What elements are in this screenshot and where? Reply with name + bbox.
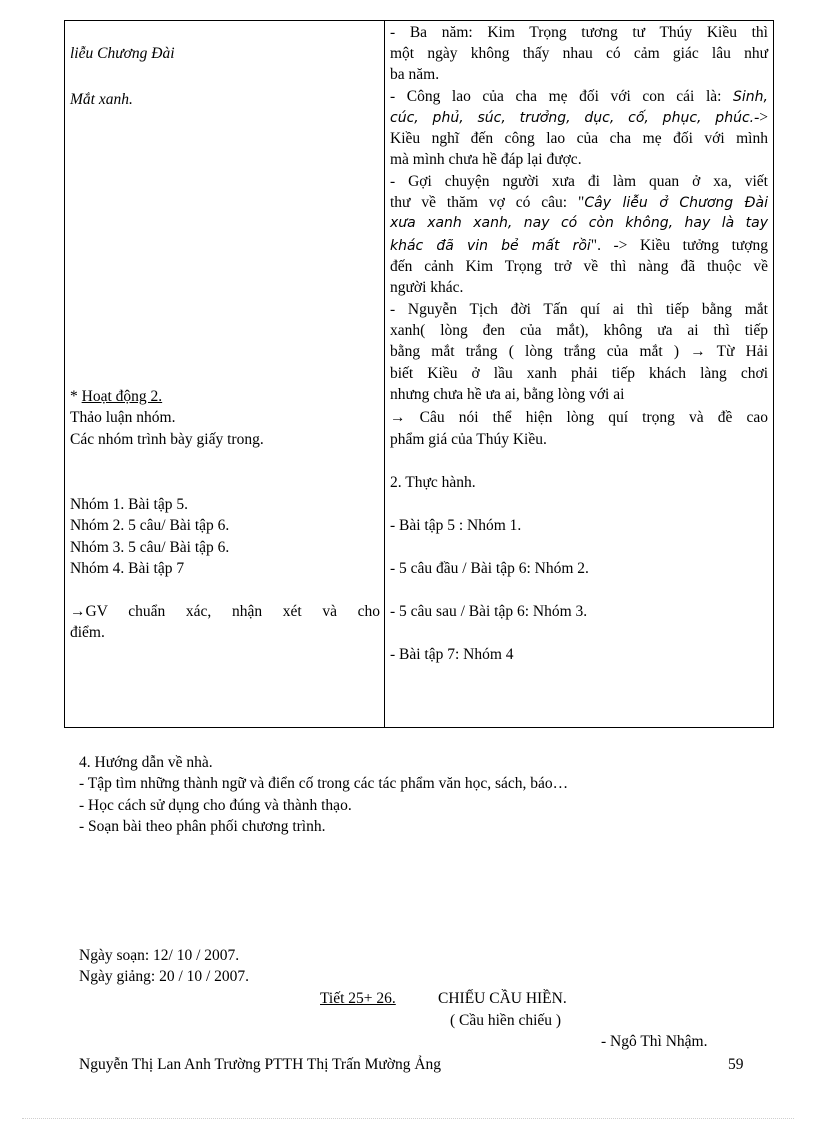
left-line-5: Các nhóm trình bày giấy trong. [70, 431, 264, 448]
right-line-11: khác đã vin bẻ mất rồi". -> Kiều tưởng tượng [390, 237, 768, 254]
page-edge-rule [22, 1118, 794, 1119]
homework-line-2: - Học cách sử dụng cho đúng và thành thạo. [79, 797, 352, 814]
page-number: 59 [728, 1056, 744, 1073]
left-line-9: Nhóm 4. Bài tập 7 [70, 560, 185, 577]
prep-date: Ngày soạn: 12/ 10 / 2007. [79, 947, 240, 964]
footer-teacher: Nguyễn Thị Lan Anh Trường PTTH Thị Trấn Mường Ảng [79, 1056, 442, 1073]
right-line-4: - Công lao của cha mẹ đối với con cái là: Sinh, [390, 88, 769, 105]
period-label: Tiết 25+ 26. [320, 990, 396, 1007]
activity-heading: * Hoạt động 2. [70, 388, 163, 405]
left-line-2: Mắt xanh. [70, 91, 133, 108]
right-line-19: → Câu nói thể hiện lòng quí trọng và đề cao [390, 409, 768, 426]
right-line-24: - 5 câu sau / Bài tập 6: Nhóm 3. [390, 603, 588, 620]
left-line-1: liễu Chương Đài [70, 45, 175, 62]
homework-line-1: - Tập tìm những thành ngữ và điển cố trong các tác phẩm văn học, sách, báo… [79, 775, 569, 792]
right-line-15: xanh( lòng đen của mắt), không ưa ai thì tiếp [390, 322, 768, 339]
lesson-author: - Ngô Thì Nhậm. [601, 1033, 708, 1050]
left-line-10: →GV chuẩn xác, nhận xét và cho [70, 603, 380, 620]
left-line-4: Thảo luận nhóm. [70, 409, 176, 426]
lesson-table [64, 20, 774, 728]
right-line-20: phẩm giá của Thúy Kiều. [390, 431, 547, 448]
left-line-11: điểm. [70, 624, 105, 641]
homework-heading: 4. Hướng dẫn về nhà. [79, 754, 213, 771]
right-line-16: bằng mắt trắng ( lòng trắng của mắt ) → Từ Hải [390, 343, 768, 360]
right-line-2: một ngày không thấy nhau có cảm giác lâu như [390, 45, 768, 62]
right-line-7: mà mình chưa hề đáp lại được. [390, 151, 582, 168]
column-divider [384, 21, 385, 727]
right-line-17: biết Kiều ở lầu xanh phải tiếp khách làng chơi [390, 365, 768, 382]
left-line-7: Nhóm 2. 5 câu/ Bài tập 6. [70, 517, 230, 534]
right-line-5: cúc, phủ, súc, trưởng, dục, cố, phục, phúc.-> [390, 109, 768, 126]
lesson-subtitle: ( Cầu hiền chiếu ) [450, 1012, 562, 1029]
homework-line-3: - Soạn bài theo phân phối chương trình. [79, 818, 326, 835]
right-line-13: người khác. [390, 279, 464, 296]
practice-heading: 2. Thực hành. [390, 474, 476, 491]
right-line-6: Kiều nghĩ đến công lao của cha mẹ đối với mình [390, 130, 768, 147]
right-line-9: thư về thăm vợ có câu: "Cây liễu ở Chương Đài [390, 194, 768, 211]
right-line-22: - Bài tập 5 : Nhóm 1. [390, 517, 522, 534]
right-line-25: - Bài tập 7: Nhóm 4 [390, 646, 514, 663]
right-line-23: - 5 câu đầu / Bài tập 6: Nhóm 2. [390, 560, 589, 577]
right-line-14: - Nguyễn Tịch đời Tấn quí ai thì tiếp bằng mắt [390, 301, 768, 318]
right-line-1: - Ba năm: Kim Trọng tương tư Thúy Kiều thì [390, 24, 768, 41]
right-line-18: nhưng chưa hề ưa ai, bằng lòng với ai [390, 386, 625, 403]
teach-date: Ngày giảng: 20 / 10 / 2007. [79, 968, 250, 985]
right-line-3: ba năm. [390, 66, 440, 83]
right-line-10: xưa xanh xanh, nay có còn không, hay là tay [390, 215, 768, 231]
right-line-12: đến cảnh Kim Trọng trở về thì nàng đã thuộc về [390, 258, 768, 275]
right-line-8: - Gợi chuyện người xưa đi làm quan ở xa, viết [390, 173, 768, 190]
lesson-title: CHIẾU CẦU HIỀN. [438, 990, 567, 1007]
left-line-6: Nhóm 1. Bài tập 5. [70, 496, 188, 513]
left-line-8: Nhóm 3. 5 câu/ Bài tập 6. [70, 539, 230, 556]
